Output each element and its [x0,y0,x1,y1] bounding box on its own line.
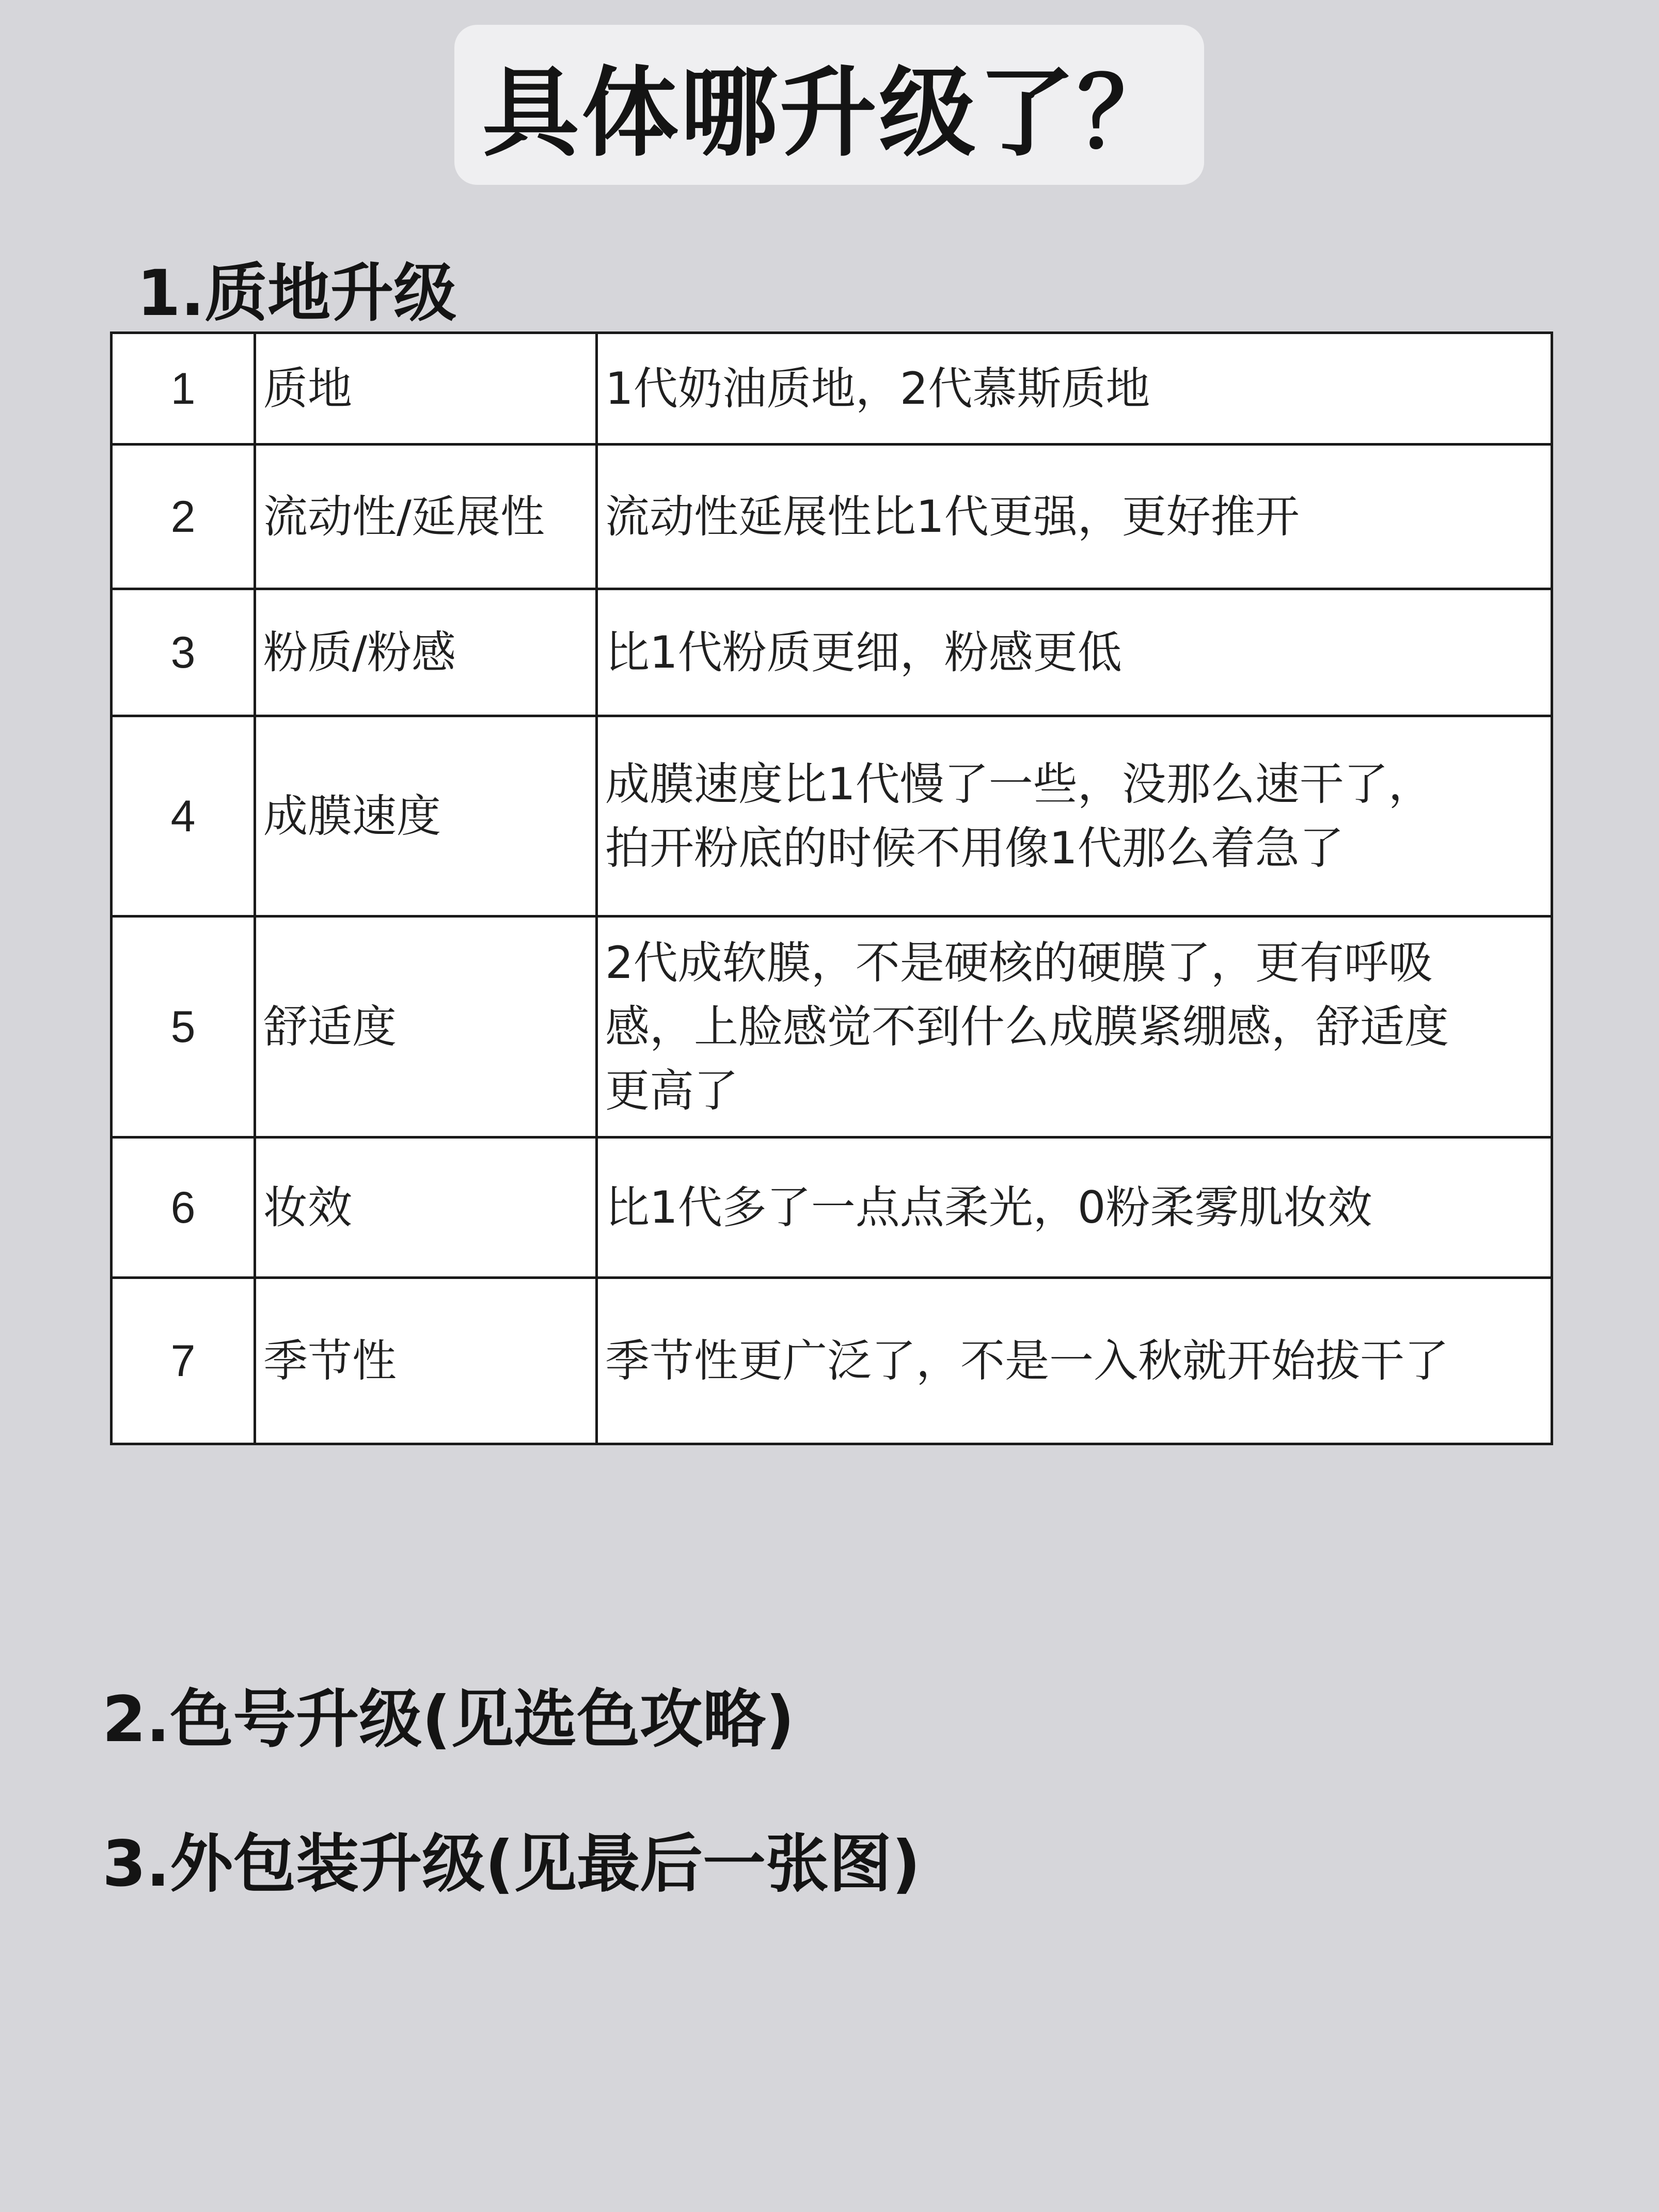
row-aspect: 舒适度 [255,917,597,1137]
row-aspect: 质地 [255,333,597,445]
row-number: 6 [112,1137,255,1278]
table-row [112,1137,1552,1278]
row-description: 比1代粉质更细，粉感更低 [597,589,1552,716]
row-description: 季节性更广泛了，不是一入秋就开始拔干了 [597,1278,1552,1444]
table-row [112,716,1552,917]
table-row [112,333,1552,445]
row-number: 4 [112,716,255,917]
row-aspect: 妆效 [255,1137,597,1278]
table-row [112,917,1552,1137]
row-description: 流动性延展性比1代更强，更好推开 [597,445,1552,589]
table-row [112,1278,1552,1444]
row-aspect: 成膜速度 [255,716,597,917]
section-heading-texture: 1.质地升级 [137,257,457,330]
section-heading-shades: 2.色号升级(见选色攻略) [102,1683,795,1756]
section-heading-packaging: 3.外包装升级(见最后一张图) [102,1827,921,1901]
row-description: 成膜速度比1代慢了一些，没那么速干了， 拍开粉底的时候不用像1代那么着急了 [597,716,1552,917]
row-aspect: 季节性 [255,1278,597,1444]
row-number: 5 [112,917,255,1137]
table-row [112,589,1552,716]
row-description: 1代奶油质地，2代慕斯质地 [597,333,1552,445]
row-description: 2代成软膜，不是硬核的硬膜了，更有呼吸 感，上脸感觉不到什么成膜紧绷感，舒适度 更高了 [597,917,1552,1137]
title-banner [454,25,1204,185]
table-row [112,445,1552,589]
row-description: 比1代多了一点点柔光，0粉柔雾肌妆效 [597,1137,1552,1278]
upgrade-table [110,331,1553,1445]
row-aspect: 粉质/粉感 [255,589,597,716]
row-aspect: 流动性/延展性 [255,445,597,589]
page-title: 具体哪升级了？ [482,57,1176,170]
row-number: 1 [112,333,255,445]
row-number: 7 [112,1278,255,1444]
row-number: 3 [112,589,255,716]
row-number: 2 [112,445,255,589]
